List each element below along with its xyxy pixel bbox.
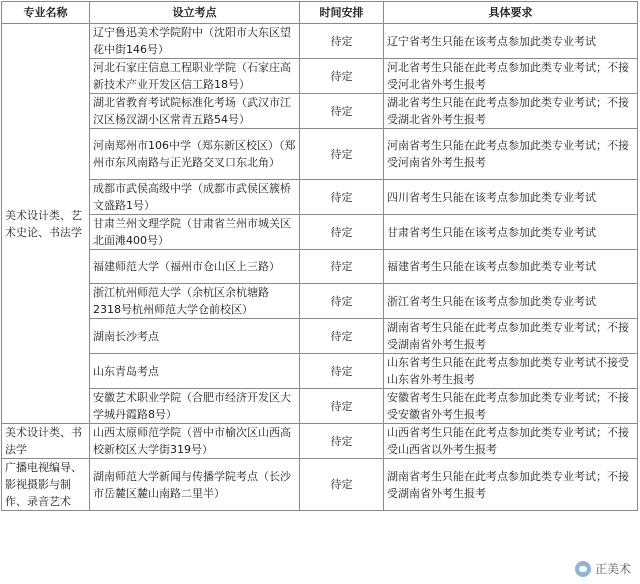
table-row xyxy=(2,129,638,180)
exam-site-cell: 山东青岛考点 xyxy=(90,354,300,389)
exam-site-cell: 浙江杭州师范大学（余杭区余杭塘路2318号杭州师范大学仓前校区） xyxy=(90,284,300,319)
requirement-cell: 湖南省考生只能在此考点参加此类专业考试；不接受湖南省外考生报考 xyxy=(384,459,638,511)
table-row xyxy=(2,284,638,319)
header-time: 时间安排 xyxy=(300,2,384,24)
requirement-cell: 湖北省考生只能在此考点参加此类专业考试；不接受湖北省外考生报考 xyxy=(384,94,638,129)
schedule-cell: 待定 xyxy=(300,389,384,424)
requirement-cell: 河南省考生只能在此考点参加此类专业考试；不接受河南省外考生报考 xyxy=(384,129,638,180)
table-body xyxy=(2,24,638,511)
table-row xyxy=(2,180,638,215)
table-row xyxy=(2,94,638,129)
table-row xyxy=(2,354,638,389)
major-name-cell: 广播电视编导、影视摄影与制作、录音艺术 xyxy=(2,459,90,511)
exam-site-cell: 河北石家庄信息工程职业学院（石家庄高新技术产业开发区信工路18号） xyxy=(90,59,300,94)
requirement-cell: 河北省考生只能在此考点参加此类专业考试；不接受河北省外考生报考 xyxy=(384,59,638,94)
schedule-cell: 待定 xyxy=(300,24,384,59)
table-row xyxy=(2,459,638,511)
table-header-row xyxy=(2,2,638,24)
table-row xyxy=(2,424,638,459)
requirement-cell: 山西省考生只能在此考点参加此类专业考试；不接受山西省以外考生报考 xyxy=(384,424,638,459)
wechat-icon xyxy=(575,561,591,577)
table-row xyxy=(2,215,638,250)
watermark xyxy=(572,559,634,578)
schedule-cell: 待定 xyxy=(300,180,384,215)
table-row xyxy=(2,59,638,94)
requirement-cell: 浙江省考生只能在该考点参加此类专业考试 xyxy=(384,284,638,319)
requirement-cell: 湖南省考生只能在此考点参加此类专业考试；不接受湖南省外考生报考 xyxy=(384,319,638,354)
exam-site-cell: 湖北省教育考试院标准化考场（武汉市江汉区杨汊湖小区常青五路54号） xyxy=(90,94,300,129)
header-major: 专业名称 xyxy=(2,2,90,24)
table-row xyxy=(2,250,638,284)
exam-sites-table xyxy=(1,1,638,511)
requirement-cell: 辽宁省考生只能在该考点参加此类专业考试 xyxy=(384,24,638,59)
schedule-cell: 待定 xyxy=(300,459,384,511)
schedule-cell: 待定 xyxy=(300,250,384,284)
requirement-cell: 四川省考生只能在该考点参加此类专业考试 xyxy=(384,180,638,215)
header-site: 设立考点 xyxy=(90,2,300,24)
requirement-cell: 福建省考生只能在该考点参加此类专业考试 xyxy=(384,250,638,284)
exam-site-cell: 湖南长沙考点 xyxy=(90,319,300,354)
exam-site-cell: 成都市武侯高级中学（成都市武侯区簇桥文盛路1号） xyxy=(90,180,300,215)
schedule-cell: 待定 xyxy=(300,215,384,250)
requirement-cell: 安徽省考生只能在此考点参加此类专业考试；不接受安徽省外考生报考 xyxy=(384,389,638,424)
table-row xyxy=(2,319,638,354)
schedule-cell: 待定 xyxy=(300,94,384,129)
exam-site-cell: 河南郑州市106中学（郑东新区校区）（郑州市东风南路与正光路交叉口东北角） xyxy=(90,129,300,180)
exam-site-cell: 辽宁鲁迅美术学院附中（沈阳市大东区望花中街146号） xyxy=(90,24,300,59)
table-row xyxy=(2,24,638,59)
exam-site-cell: 湖南师范大学新闻与传播学院考点（长沙市岳麓区麓山南路二里半） xyxy=(90,459,300,511)
requirement-cell: 山东省考生只能在此考点参加此类专业考试不接受山东省外考生报考 xyxy=(384,354,638,389)
requirement-cell: 甘肃省考生只能在该考点参加此类专业考试 xyxy=(384,215,638,250)
major-name-cell: 美术设计类、艺术史论、书法学 xyxy=(2,24,90,424)
major-name-cell: 美术设计类、书法学 xyxy=(2,424,90,459)
schedule-cell: 待定 xyxy=(300,129,384,180)
schedule-cell: 待定 xyxy=(300,424,384,459)
schedule-cell: 待定 xyxy=(300,59,384,94)
schedule-cell: 待定 xyxy=(300,354,384,389)
schedule-cell: 待定 xyxy=(300,284,384,319)
exam-site-cell: 甘肃兰州文理学院（甘肃省兰州市城关区北面滩400号） xyxy=(90,215,300,250)
exam-site-cell: 山西太原师范学院（晋中市榆次区山西高校新校区大学街319号） xyxy=(90,424,300,459)
schedule-cell: 待定 xyxy=(300,319,384,354)
table-row xyxy=(2,389,638,424)
watermark-text: 正美术 xyxy=(594,562,631,576)
exam-site-cell: 安徽艺术职业学院（合肥市经济开发区大学城丹霞路8号） xyxy=(90,389,300,424)
exam-site-cell: 福建师范大学（福州市仓山区上三路） xyxy=(90,250,300,284)
header-requirements: 具体要求 xyxy=(384,2,638,24)
